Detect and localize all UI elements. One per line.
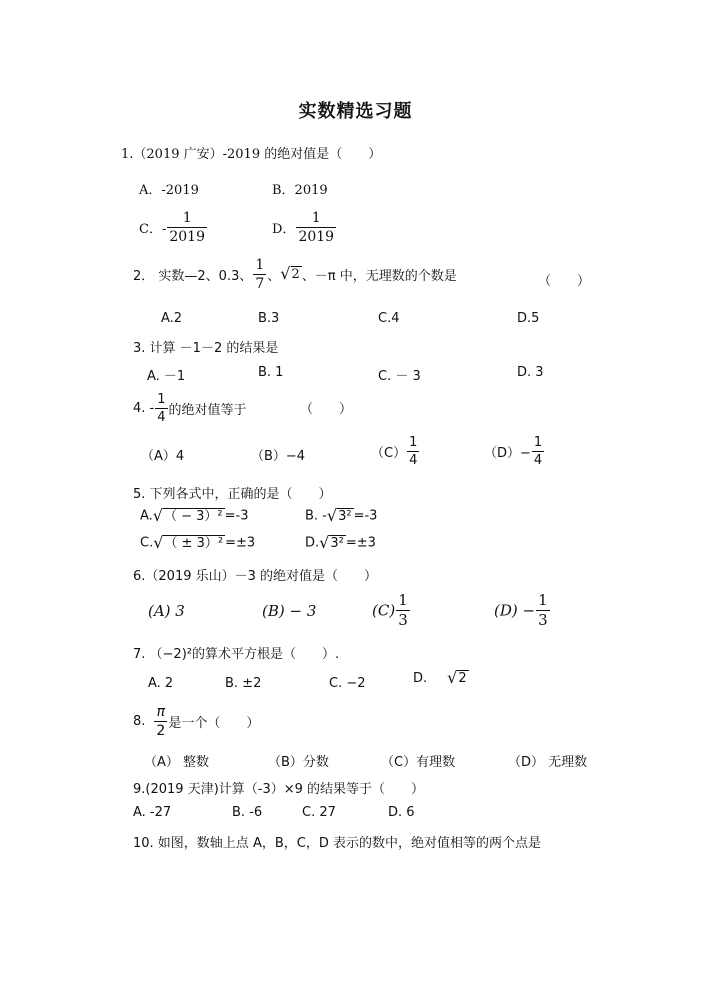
- question-4-option-d: [484, 436, 545, 467]
- fraction: [167, 211, 207, 244]
- fraction-numerator: 1: [533, 435, 543, 450]
- question-2-option-a: A.2: [161, 311, 183, 326]
- stem-text: 的绝对值等于: [168, 403, 247, 418]
- question-2-stem: [133, 258, 457, 291]
- fraction: [253, 258, 266, 291]
- fraction: [154, 705, 167, 738]
- question-1-option-b: B．2019: [272, 183, 328, 198]
- question-2-option-c: C.4: [378, 311, 400, 326]
- question-9-option-c: C. 27: [302, 805, 336, 820]
- square-root: [280, 266, 301, 282]
- question-5-option-c: [140, 535, 255, 551]
- option-c-prefix: (C): [372, 601, 396, 620]
- question-9-stem: 9.(2019 天津)计算（-3）×9 的结果等于（ ）: [133, 782, 425, 797]
- question-2-option-d: D.5: [517, 311, 540, 326]
- question-2-option-b: B.3: [258, 311, 280, 326]
- question-7-option-b: B. ±2: [225, 676, 262, 691]
- option-d-prefix: D.: [305, 535, 320, 551]
- stem-text: 、－π 中，无理数的个数是: [301, 269, 457, 284]
- option-d-prefix: D.: [413, 670, 428, 686]
- fraction-numerator: 1: [538, 591, 548, 609]
- fraction-numerator: 1: [157, 392, 166, 407]
- page-title: 实数精选习题: [298, 101, 413, 122]
- question-6-option-b: (B) − 3: [262, 602, 317, 620]
- fraction-numerator: 1: [182, 210, 192, 226]
- question-7-option-c: C. −2: [329, 676, 366, 691]
- option-d-prefix: D．: [272, 222, 296, 237]
- radical-sign-icon: √: [153, 533, 164, 552]
- fraction-denominator: 4: [409, 453, 418, 468]
- fraction-denominator: 2019: [169, 229, 205, 245]
- option-d-prefix: （D）−: [484, 446, 531, 461]
- radicand: 2: [458, 671, 467, 686]
- fraction-denominator: 3: [538, 611, 548, 629]
- question-3-option-b: B. 1: [258, 365, 284, 380]
- question-4-option-a: （A）4: [141, 449, 185, 464]
- question-3-stem: 3. 计算 －1－2 的结果是: [133, 341, 279, 356]
- question-2-answer-paren: （ ）: [538, 274, 591, 289]
- fraction-numerator: 1: [398, 591, 408, 609]
- question-8-option-d: （D） 无理数: [508, 755, 588, 770]
- question-3-option-d: D. 3: [517, 365, 544, 380]
- question-9-option-d: D. 6: [388, 805, 415, 820]
- question-1-stem: 1.（2019 广安）-2019 的绝对值是（ ）: [121, 147, 382, 162]
- radical-sign-icon: √: [319, 533, 330, 552]
- option-c-result: =±3: [225, 535, 256, 551]
- fraction-denominator: 4: [533, 453, 543, 468]
- question-3-option-a: A. －1: [147, 369, 186, 384]
- fraction: [407, 436, 419, 467]
- question-6-option-c: [372, 593, 411, 628]
- option-d-prefix: (D) −: [494, 601, 536, 620]
- option-d-result: =±3: [345, 535, 376, 551]
- option-c-prefix: C．-: [139, 222, 167, 237]
- question-4-answer-paren: （ ）: [300, 402, 353, 417]
- fraction: [532, 436, 544, 467]
- question-8-stem: [133, 705, 259, 738]
- question-1-option-d: [272, 211, 337, 244]
- option-c-prefix: C.: [140, 535, 154, 551]
- fraction: [296, 211, 336, 244]
- fraction-denominator: 3: [398, 611, 408, 629]
- option-b-prefix: B. -: [305, 508, 327, 524]
- question-4-option-c: [371, 436, 420, 467]
- radicand: 2: [291, 267, 300, 283]
- square-root: [327, 508, 354, 524]
- square-root: [319, 535, 346, 551]
- fraction-denominator: 2: [156, 723, 166, 739]
- question-8-option-a: （A） 整数: [144, 755, 210, 770]
- radical-sign-icon: √: [152, 506, 163, 525]
- question-8-option-b: （B）分数: [268, 755, 329, 770]
- stem-text: 4. -: [133, 401, 155, 416]
- stem-text: 2． 实数—2、0.3、: [133, 269, 253, 284]
- fraction: [396, 593, 410, 628]
- question-4-stem: [133, 393, 247, 424]
- question-8-option-c: （C）有理数: [381, 755, 456, 770]
- radical-sign-icon: √: [280, 264, 291, 284]
- question-5-option-b: [305, 508, 377, 524]
- fraction-numerator: 1: [255, 257, 265, 273]
- stem-text: 8.: [133, 714, 146, 729]
- question-3-option-c: C. － 3: [378, 369, 421, 384]
- option-b-result: =-3: [353, 508, 378, 524]
- square-root: [153, 535, 225, 551]
- fraction-denominator: 4: [157, 410, 166, 425]
- radical-sign-icon: √: [326, 506, 338, 525]
- question-4-option-b: （B）−4: [251, 449, 306, 464]
- fraction: [155, 393, 167, 424]
- question-5-option-d: [305, 535, 376, 551]
- question-7-stem: 7. （−2)²的算术平方根是（ ）.: [133, 647, 340, 662]
- square-root: [153, 508, 225, 524]
- question-5-option-a: [140, 508, 249, 524]
- option-c-prefix: （C）: [371, 446, 407, 461]
- stem-text: 是一个（ ）: [168, 716, 260, 731]
- radical-sign-icon: √: [447, 668, 458, 687]
- square-root: [447, 670, 468, 686]
- question-6-stem: 6.（2019 乐山）－3 的绝对值是（ ）: [133, 569, 378, 584]
- radicand: 3²: [330, 536, 344, 551]
- question-7-option-d: [413, 670, 469, 686]
- question-6-option-d: [494, 593, 551, 628]
- question-6-option-a: (A) 3: [148, 602, 185, 620]
- question-1-option-a: A．-2019: [139, 183, 199, 198]
- question-7-option-a: A. 2: [148, 676, 174, 691]
- fraction: [536, 593, 550, 628]
- fraction-numerator: π: [156, 704, 166, 720]
- option-a-result: =-3: [224, 508, 249, 524]
- fraction-numerator: 1: [409, 435, 418, 450]
- separator: 、: [267, 269, 281, 284]
- question-10-stem: 10. 如图，数轴上点 A，B，C，D 表示的数中，绝对值相等的两个点是: [133, 836, 541, 851]
- radicand: （ − 3）²: [164, 509, 223, 524]
- fraction-denominator: 2019: [298, 229, 335, 245]
- fraction-numerator: 1: [311, 210, 321, 226]
- question-9-option-a: A. -27: [133, 805, 172, 820]
- question-1-option-c: [139, 211, 208, 244]
- question-5-stem: 5. 下列各式中，正确的是（ ）: [133, 487, 332, 502]
- radicand: 3²: [338, 509, 352, 524]
- question-9-option-b: B. -6: [232, 805, 263, 820]
- option-a-prefix: A.: [140, 508, 153, 524]
- fraction-denominator: 7: [255, 276, 265, 292]
- radicand: （ ± 3）²: [164, 536, 224, 551]
